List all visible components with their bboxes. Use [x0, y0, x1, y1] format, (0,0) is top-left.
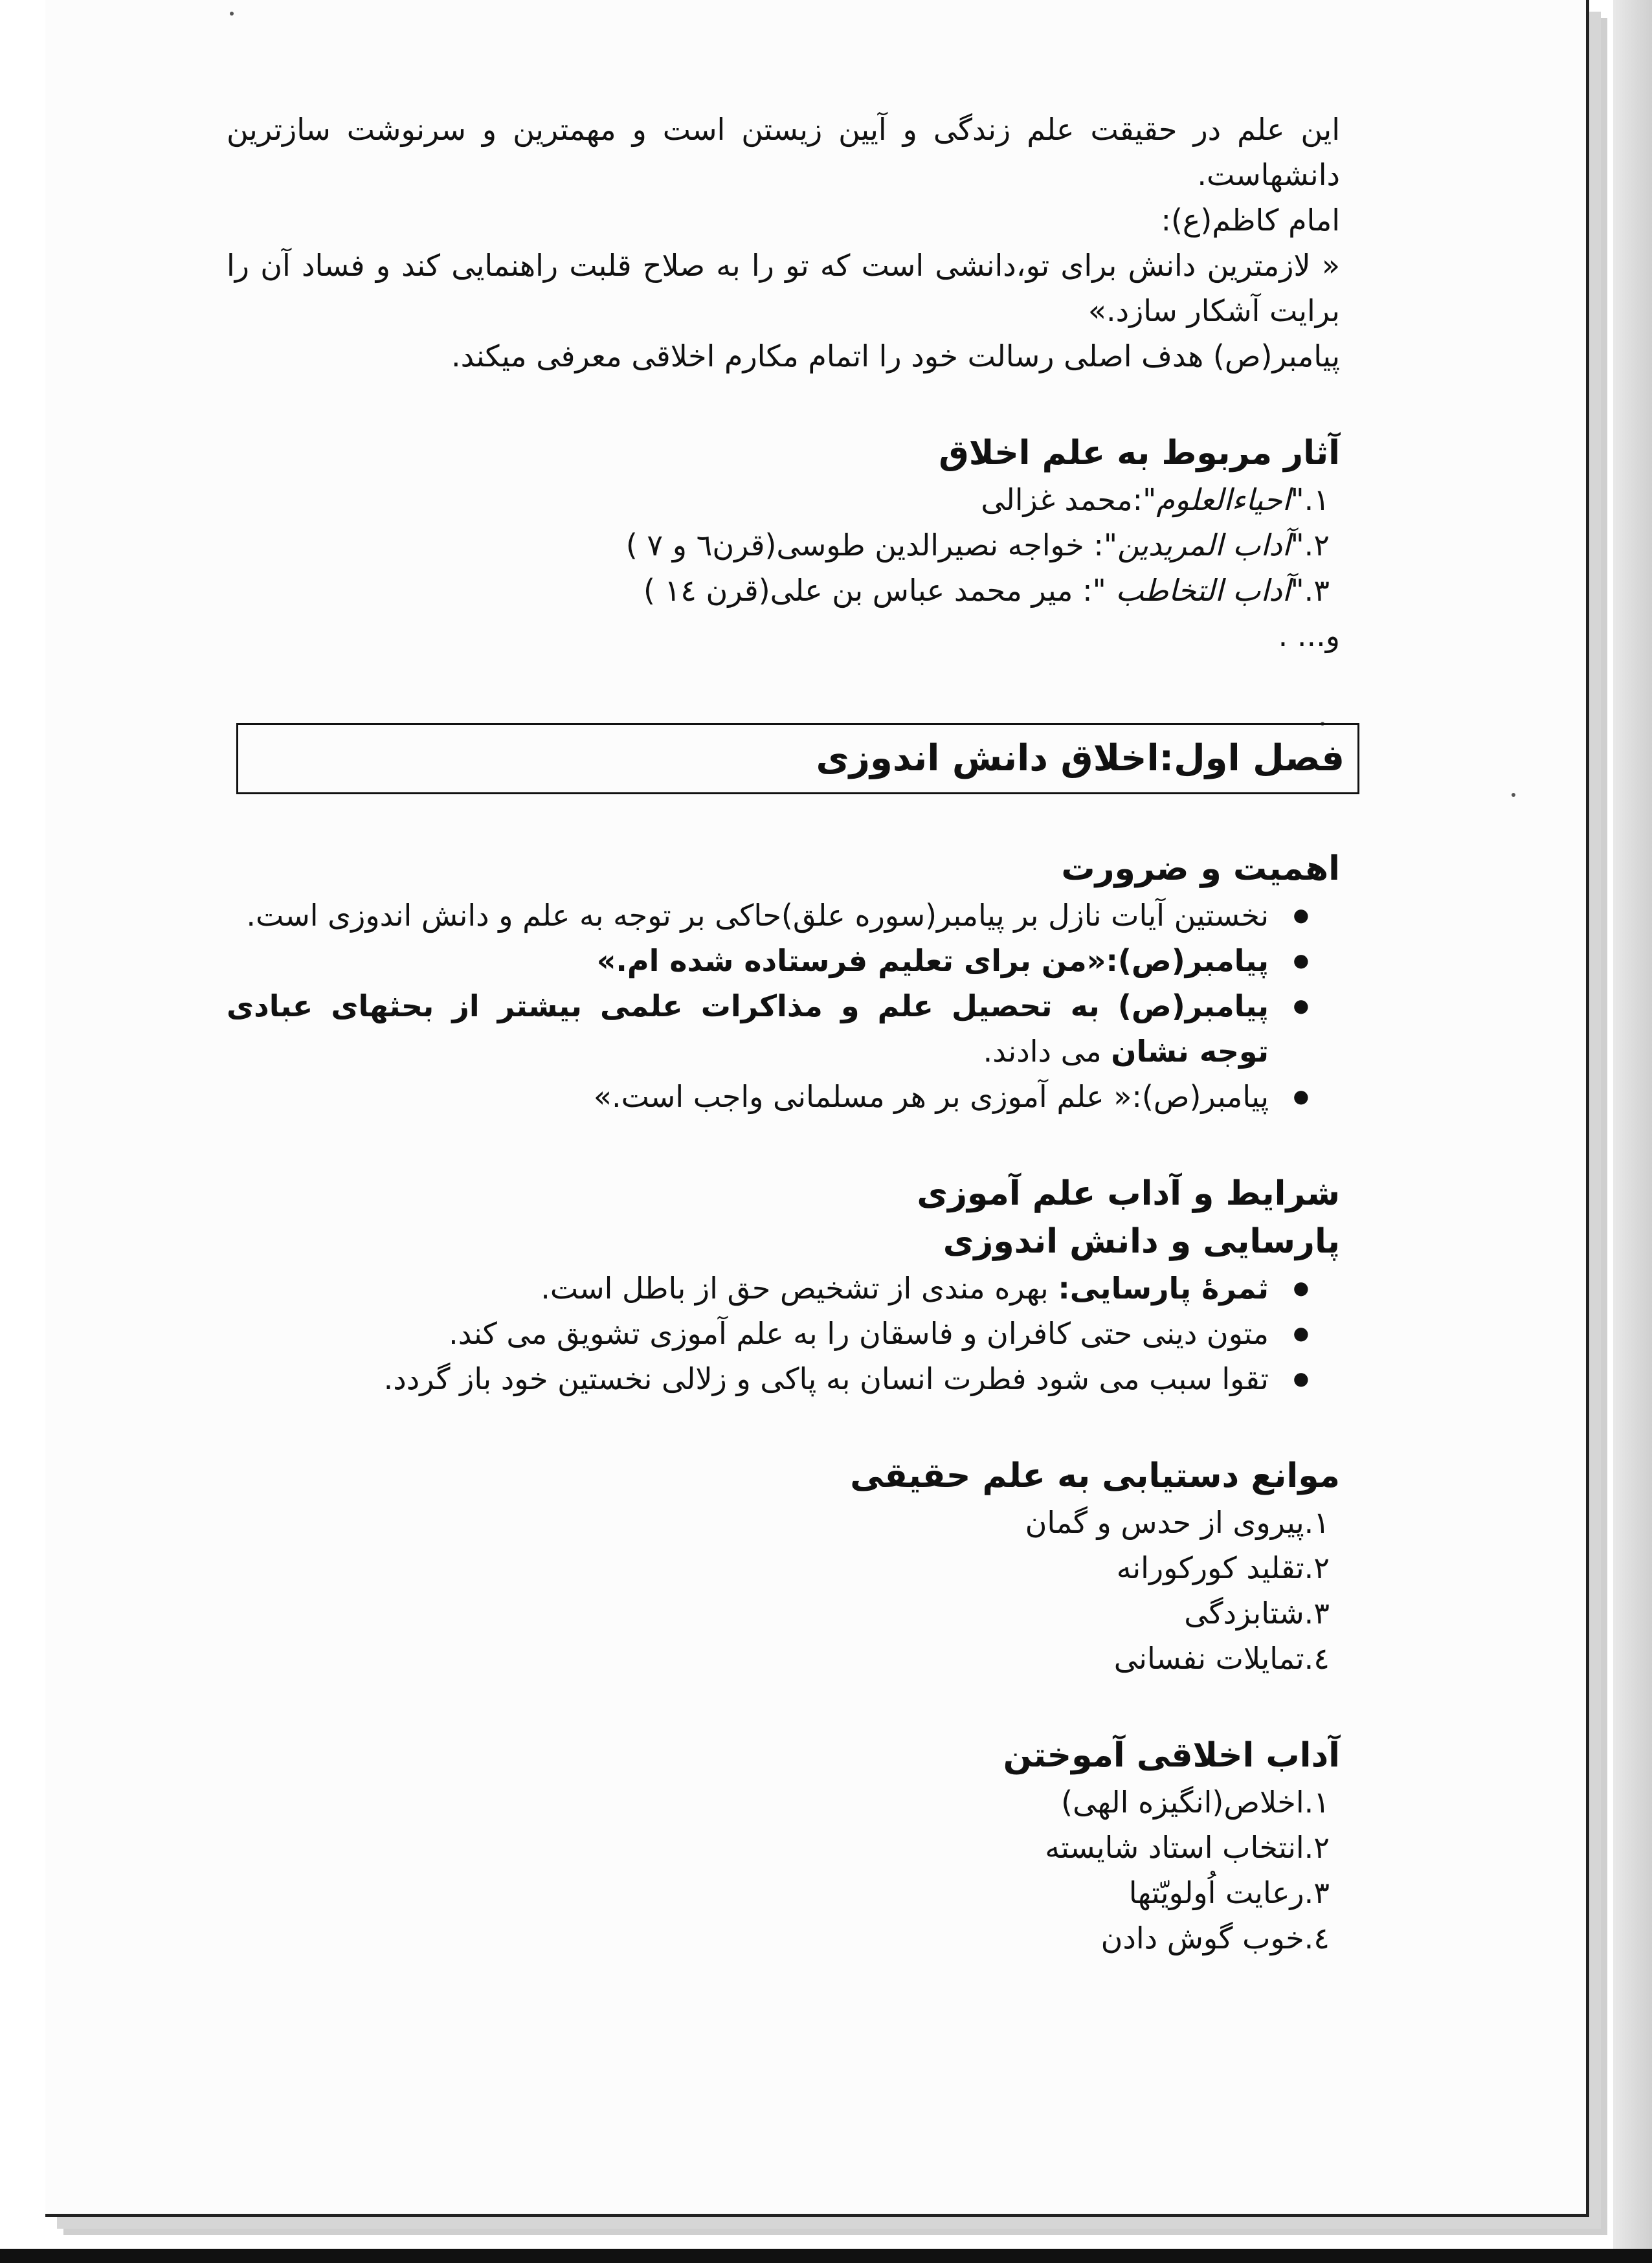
list-item — [227, 1265, 1340, 1311]
prophet-statement: پیامبر(ص) هدف اصلی رسالت خود را اتمام مکارم اخلاقی معرفی میکند. — [451, 339, 1340, 373]
conditions-list — [227, 1265, 1340, 1401]
item-lead: ثمرهٔ پارسایی: — [1058, 1271, 1269, 1306]
item-number: ۱. — [1304, 1505, 1330, 1540]
list-item — [227, 1074, 1340, 1119]
obstacles-heading: موانع دستیابی به علم حقیقی — [850, 1456, 1340, 1495]
item-text: بهره مندی از تشخیص حق از باطل است. — [541, 1271, 1058, 1306]
chapter-title-box — [236, 723, 1359, 794]
obstacles-section — [227, 1452, 1340, 1681]
etiquette-heading: آداب اخلاقی آموختن — [1003, 1736, 1340, 1775]
list-item — [227, 522, 1340, 568]
item-number: ۲. — [1304, 1830, 1330, 1865]
importance-list — [227, 893, 1340, 1119]
scan-bottom-bar — [0, 2249, 1652, 2263]
list-item — [227, 1779, 1340, 1825]
list-item — [227, 1825, 1340, 1870]
work-title: "احیاءالعلوم" — [1143, 482, 1304, 517]
obstacles-list — [227, 1500, 1340, 1681]
item-text: خوب گوش دادن — [1100, 1921, 1304, 1956]
conditions-section — [227, 1170, 1340, 1401]
item-number: ۱. — [1304, 482, 1330, 517]
list-item — [227, 477, 1340, 522]
list-item — [227, 568, 1340, 613]
work-author: : میر محمد عباس بن علی(قرن ١٤ ) — [643, 573, 1093, 608]
item-text: تقوا سبب می شود فطرت انسان به پاکی و زلالی نخستین خود باز گردد. — [383, 1361, 1269, 1396]
work-author: : خواجه نصیرالدین طوسی(قرن٦ و ۷ ) — [625, 528, 1104, 563]
importance-section — [227, 845, 1340, 1119]
list-item — [227, 1636, 1340, 1681]
item-text: شتابزدگی — [1184, 1596, 1304, 1631]
works-heading: آثار مربوط به علم اخلاق — [939, 434, 1340, 473]
item-number: ۱. — [1304, 1785, 1330, 1820]
importance-heading: اهمیت و ضرورت — [1061, 849, 1340, 888]
list-item — [227, 938, 1340, 983]
item-number: ۳. — [1304, 573, 1330, 608]
item-text: انتخاب استاد شایسته — [1045, 1830, 1304, 1865]
list-item — [227, 1915, 1340, 1961]
list-item — [227, 1500, 1340, 1545]
item-text: متون دینی حتی کافران و فاسقان را به علم آموزی تشویق می کند. — [449, 1316, 1269, 1351]
item-text: تقلید کورکورانه — [1116, 1550, 1304, 1585]
list-item — [227, 1356, 1340, 1401]
intro-paragraph: این علم در حقیقت علم زندگی و آیین زیستن است و مهمترین و سرنوشت سازترین دانشهاست. — [227, 112, 1340, 192]
item-number: ۲. — [1304, 1550, 1330, 1585]
work-title: "آداب التخاطب " — [1092, 573, 1304, 608]
conditions-heading: شرایط و آداب علم آموزی — [917, 1174, 1340, 1213]
works-etc: و... . — [1278, 618, 1340, 653]
list-item — [227, 1545, 1340, 1590]
etiquette-section — [227, 1732, 1340, 1961]
item-number: ٤. — [1304, 1641, 1330, 1676]
item-number: ۲. — [1304, 528, 1330, 563]
item-lead: پیامبر(ص) به تحصیل علم و مذاکرات علمی بیشتر از بحثهای عبادی توجه نشان — [227, 988, 1269, 1069]
item-text: می دادند. — [983, 1034, 1111, 1069]
item-number: ۳. — [1304, 1875, 1330, 1910]
works-section — [227, 429, 1340, 658]
page-edge — [1613, 0, 1652, 2263]
conditions-subheading: پارسایی و دانش اندوزی — [943, 1222, 1340, 1261]
item-number: ٤. — [1304, 1921, 1330, 1956]
item-number: ۳. — [1304, 1596, 1330, 1631]
item-text: پیامبر(ص):« علم آموزی بر هر مسلمانی واجب است.» — [593, 1079, 1269, 1114]
works-list — [227, 477, 1340, 613]
scan-speck — [1512, 793, 1515, 797]
item-text: رعایت اُولویّتها — [1128, 1875, 1304, 1910]
scan-speck — [230, 12, 234, 16]
list-item — [227, 1311, 1340, 1356]
etiquette-list — [227, 1779, 1340, 1961]
quote-speaker: امام کاظم(ع): — [1161, 203, 1340, 238]
item-text: تمایلات نفسانی — [1113, 1641, 1304, 1676]
quote-text: « لازمترین دانش برای تو،دانشی است که تو را به صلاح قلبت راهنمایی کند و فساد آن را برایت آشکار سازد.» — [227, 248, 1340, 328]
document-body — [227, 107, 1345, 1961]
item-text: پیروی از حدس و گمان — [1025, 1505, 1304, 1540]
item-text: اخلاص(انگیزه الهی) — [1061, 1785, 1304, 1820]
list-item — [227, 983, 1340, 1074]
list-item — [227, 893, 1340, 938]
list-item — [227, 1590, 1340, 1636]
list-item — [227, 1870, 1340, 1915]
item-lead: پیامبر(ص):«من برای تعلیم فرستاده شده ام.» — [596, 943, 1269, 978]
work-title: "آداب المریدین" — [1103, 528, 1304, 563]
chapter-title: فصل اول:اخلاق دانش اندوزی — [816, 737, 1345, 779]
work-author: :محمد غزالی — [981, 482, 1143, 517]
item-text: نخستین آیات نازل بر پیامبر(سوره علق)حاکی بر توجه به علم و دانش اندوزی است. — [246, 898, 1269, 933]
